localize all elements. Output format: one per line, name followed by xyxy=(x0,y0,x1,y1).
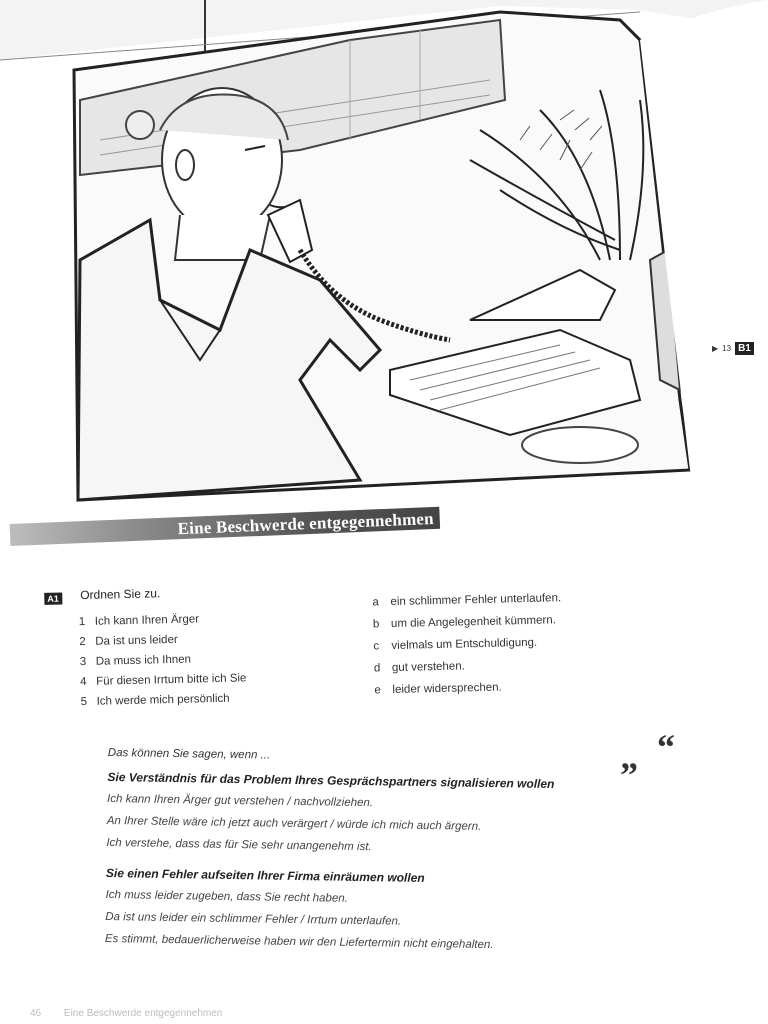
list-item: a ein schlimmer Fehler unterlaufen. xyxy=(372,592,562,609)
running-title: Eine Beschwerde entgegennehmen xyxy=(63,1008,223,1019)
play-icon: ▶ xyxy=(712,344,719,353)
phrases-intro: Das können Sie sagen, wenn ... xyxy=(107,746,271,762)
list-item: b um die Angelegenheit kümmern. xyxy=(372,614,557,631)
list-item: d gut verstehen. xyxy=(373,660,465,675)
phrase-line: Ich muss leider zugeben, dass Sie recht haben. xyxy=(105,888,348,905)
list-item: 1 Ich kann Ihren Ärger xyxy=(78,613,200,629)
phrases-box xyxy=(105,742,628,958)
audio-track-marker xyxy=(712,342,754,355)
sentence-endings-list xyxy=(372,587,563,701)
phrase-line: Es stimmt, bedauerlicherweise haben wir den Liefertermin nicht eingehalten. xyxy=(104,932,494,952)
sentence-starts-list xyxy=(79,608,247,712)
list-item: c vielmals um Entschuldigung. xyxy=(373,636,538,653)
section-title: Eine Beschwerde entgegennehmen xyxy=(177,508,435,539)
track-number: 13 xyxy=(722,344,732,353)
exercise-badge: A1 xyxy=(44,593,62,605)
quote-close-mark: ” xyxy=(620,755,638,795)
page-number: 46 xyxy=(30,1008,42,1019)
phrase-line: Da ist uns leider ein schlimmer Fehler / Irrtum unterlaufen. xyxy=(105,910,402,928)
list-item: 3 Da muss ich Ihnen xyxy=(79,653,192,669)
list-item: 2 Da ist uns leider xyxy=(79,633,178,649)
quote-open-mark: “ xyxy=(657,727,675,767)
level-badge: B1 xyxy=(735,342,754,355)
list-item: 5 Ich werde mich persönlich xyxy=(80,692,230,709)
page-footer xyxy=(30,1008,222,1019)
phrase-line: An Ihrer Stelle wäre ich jetzt auch verärgert / würde ich mich auch ärgern. xyxy=(106,814,482,833)
phrase-heading: Sie Verständnis für das Problem Ihres Gesprächspartners signalisieren wollen xyxy=(107,769,555,792)
phrase-heading: Sie einen Fehler aufseiten Ihrer Firma einräumen wollen xyxy=(105,865,425,885)
list-item: 4 Für diesen Irrtum bitte ich Sie xyxy=(80,672,247,689)
list-item: e leider widersprechen. xyxy=(374,681,502,697)
phrase-line: Ich kann Ihren Ärger gut verstehen / nachvollziehen. xyxy=(107,792,374,810)
phrase-line: Ich verstehe, dass das für Sie sehr unangenehm ist. xyxy=(106,836,372,854)
exercise-a1 xyxy=(40,571,663,720)
exercise-instruction: Ordnen Sie zu. xyxy=(80,586,161,603)
